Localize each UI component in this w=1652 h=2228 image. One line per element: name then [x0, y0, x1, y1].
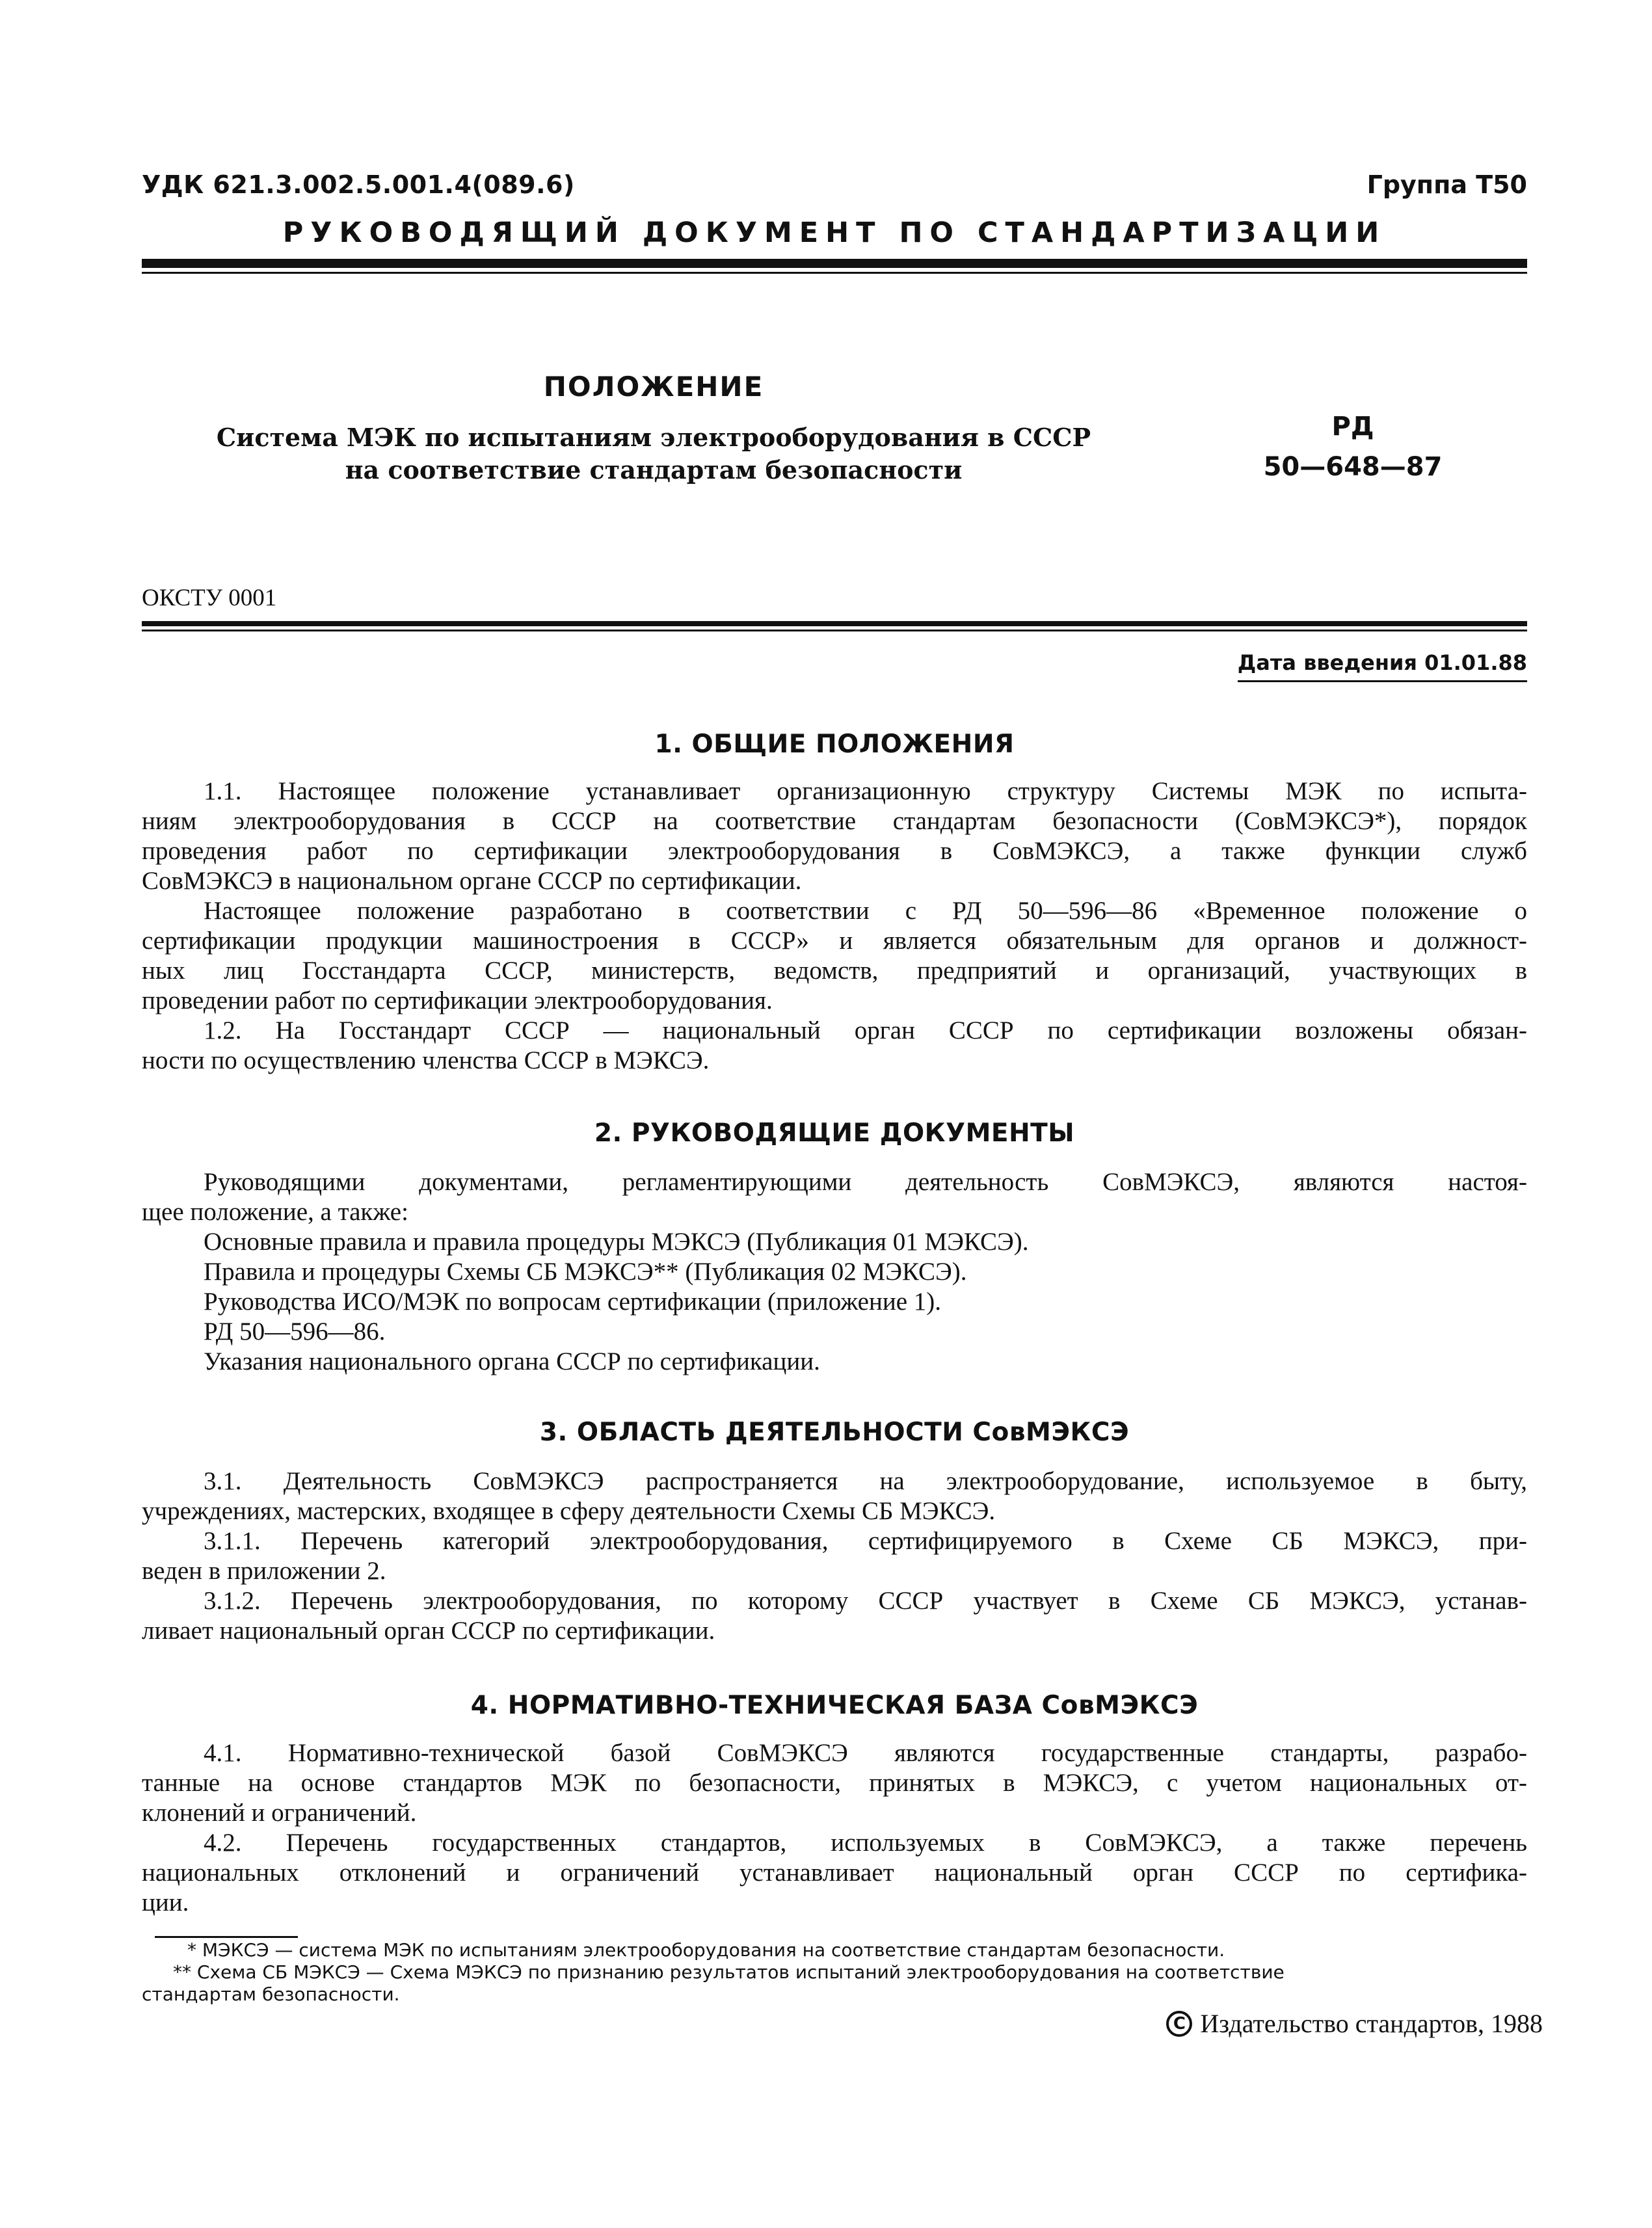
- document-title-line-2: на соответствие стандартам безопасности: [345, 455, 963, 484]
- section-2-title: 2. РУКОВОДЯЩИЕ ДОКУМЕНТЫ: [594, 1119, 1075, 1148]
- text-line: ных лиц Госстандарта СССР, министерств, ведомств, предприятий и организаций, участвующих в: [142, 957, 1527, 985]
- text-line: проведения работ по сертификации электрооборудования в СовМЭКСЭ, а также функции служб: [142, 837, 1527, 865]
- footnote-rule: [155, 1936, 298, 1938]
- document-banner: РУКОВОДЯЩИЙ ДОКУМЕНТ ПО СТАНДАРТИЗАЦИИ: [282, 217, 1387, 249]
- okstu-rule-thick: [142, 621, 1527, 626]
- document-code: [1223, 406, 1483, 487]
- document-title-line-1: Система МЭК по испытаниям электрооборудования в СССР: [216, 423, 1091, 452]
- header-rule-thick: [142, 259, 1527, 268]
- text-line: Руководства ИСО/МЭК по вопросам сертификации (приложение 1).: [204, 1288, 942, 1316]
- text-line: 1.2. На Госстандарт СССР — национальный орган СССР по сертификации возложены обязан-: [204, 1016, 1527, 1044]
- text-line: танные на основе стандартов МЭК по безопасности, принятых в МЭКСЭ, с учетом национальных от-: [142, 1769, 1527, 1797]
- section-4-title: 4. НОРМАТИВНО-ТЕХНИЧЕСКАЯ БАЗА СовМЭКСЭ: [470, 1691, 1199, 1720]
- text-line: 4.1. Нормативно-технической базой СовМЭКСЭ являются государственные стандарты, разрабо-: [204, 1739, 1527, 1767]
- introduction-date: Дата введения 01.01.88: [1238, 650, 1527, 682]
- text-line: ности по осуществлению членства СССР в МЭКСЭ.: [142, 1046, 710, 1074]
- text-line: Указания национального органа СССР по сертификации.: [204, 1347, 820, 1375]
- section-3-body: [142, 1466, 1527, 1646]
- document-code-line-2: 50—648—87: [1263, 452, 1443, 482]
- text-line: клонений и ограничений.: [142, 1799, 417, 1827]
- text-line: проведении работ по сертификации электрооборудования.: [142, 987, 773, 1015]
- text-line: учреждениях, мастерских, входящее в сферу деятельности Схемы СБ МЭКСЭ.: [142, 1497, 996, 1525]
- text-line: Руководящими документами, регламентирующими деятельность СовМЭКСЭ, являются настоя-: [204, 1168, 1527, 1196]
- copyright-text: Издательство стандартов, 1988: [1200, 2009, 1543, 2038]
- footnotes: [142, 1939, 1527, 2006]
- text-line: 3.1.1. Перечень категорий электрооборудования, сертифицируемого в Схеме СБ МЭКСЭ, при-: [204, 1527, 1527, 1555]
- group-code: Группа Т50: [1366, 170, 1527, 199]
- copyright: [1166, 2008, 1543, 2039]
- text-line: Основные правила и правила процедуры МЭКСЭ (Публикация 01 МЭКСЭ).: [204, 1228, 1029, 1256]
- text-line: 3.1. Деятельность СовМЭКСЭ распространяется на электрооборудование, используемое в быту,: [204, 1467, 1527, 1495]
- copyright-icon: C: [1166, 2011, 1192, 2037]
- section-4-body: [142, 1738, 1527, 1918]
- text-line: 4.2. Перечень государственных стандартов, используемых в СовМЭКСЭ, а также перечень: [204, 1829, 1527, 1857]
- okstu-code: ОКСТУ 0001: [142, 585, 277, 611]
- section-1-title: 1. ОБЩИЕ ПОЛОЖЕНИЯ: [654, 730, 1015, 759]
- text-line: Настоящее положение разработано в соответствии с РД 50—596—86 «Временное положение о: [204, 897, 1527, 925]
- document-code-line-1: РД: [1331, 412, 1374, 442]
- document-title: [195, 421, 1112, 486]
- text-line: Правила и процедуры Схемы СБ МЭКСЭ** (Публикация 02 МЭКСЭ).: [204, 1258, 967, 1286]
- section-3-title: 3. ОБЛАСТЬ ДЕЯТЕЛЬНОСТИ СовМЭКСЭ: [539, 1418, 1130, 1447]
- udk-code: УДК 621.3.002.5.001.4(089.6): [142, 170, 575, 199]
- text-line: 3.1.2. Перечень электрооборудования, по которому СССР участвует в Схеме СБ МЭКСЭ, устанав-: [204, 1587, 1527, 1615]
- text-line: 1.1. Настоящее положение устанавливает организационную структуру Системы МЭК по испыта-: [204, 777, 1527, 805]
- section-1-body: [142, 776, 1527, 1076]
- text-line: веден в приложении 2.: [142, 1557, 386, 1585]
- text-line: ниям электрооборудования в СССР на соответствие стандартам безопасности (СовМЭКСЭ*), порядок: [142, 807, 1527, 835]
- document-type: ПОЛОЖЕНИЕ: [543, 371, 764, 403]
- text-line: СовМЭКСЭ в национальном органе СССР по сертификации.: [142, 867, 802, 895]
- footnote-1: * МЭКСЭ — система МЭК по испытаниям электрооборудования на соответствие стандартам безопасности.: [187, 1939, 1225, 1961]
- text-line: ции.: [142, 1889, 189, 1916]
- text-line: ливает национальный орган СССР по сертификации.: [142, 1617, 715, 1645]
- section-2-body: [142, 1167, 1527, 1377]
- okstu-rule-thin: [142, 630, 1527, 631]
- text-line: национальных отклонений и ограничений устанавливает национальный орган СССР по сертифика-: [142, 1859, 1527, 1887]
- text-line: щее положение, а также:: [142, 1198, 408, 1226]
- text-line: сертификации продукции машиностроения в СССР» и является обязательным для органов и должност-: [142, 927, 1527, 955]
- header-rule-thin: [142, 272, 1527, 274]
- footnote-2: ** Схема СБ МЭКСЭ — Схема МЭКСЭ по признанию результатов испытаний электрооборудования на соответствие: [173, 1961, 1285, 1983]
- footnote-2-continuation: стандартам безопасности.: [142, 1983, 400, 2005]
- text-line: РД 50—596—86.: [204, 1318, 386, 1346]
